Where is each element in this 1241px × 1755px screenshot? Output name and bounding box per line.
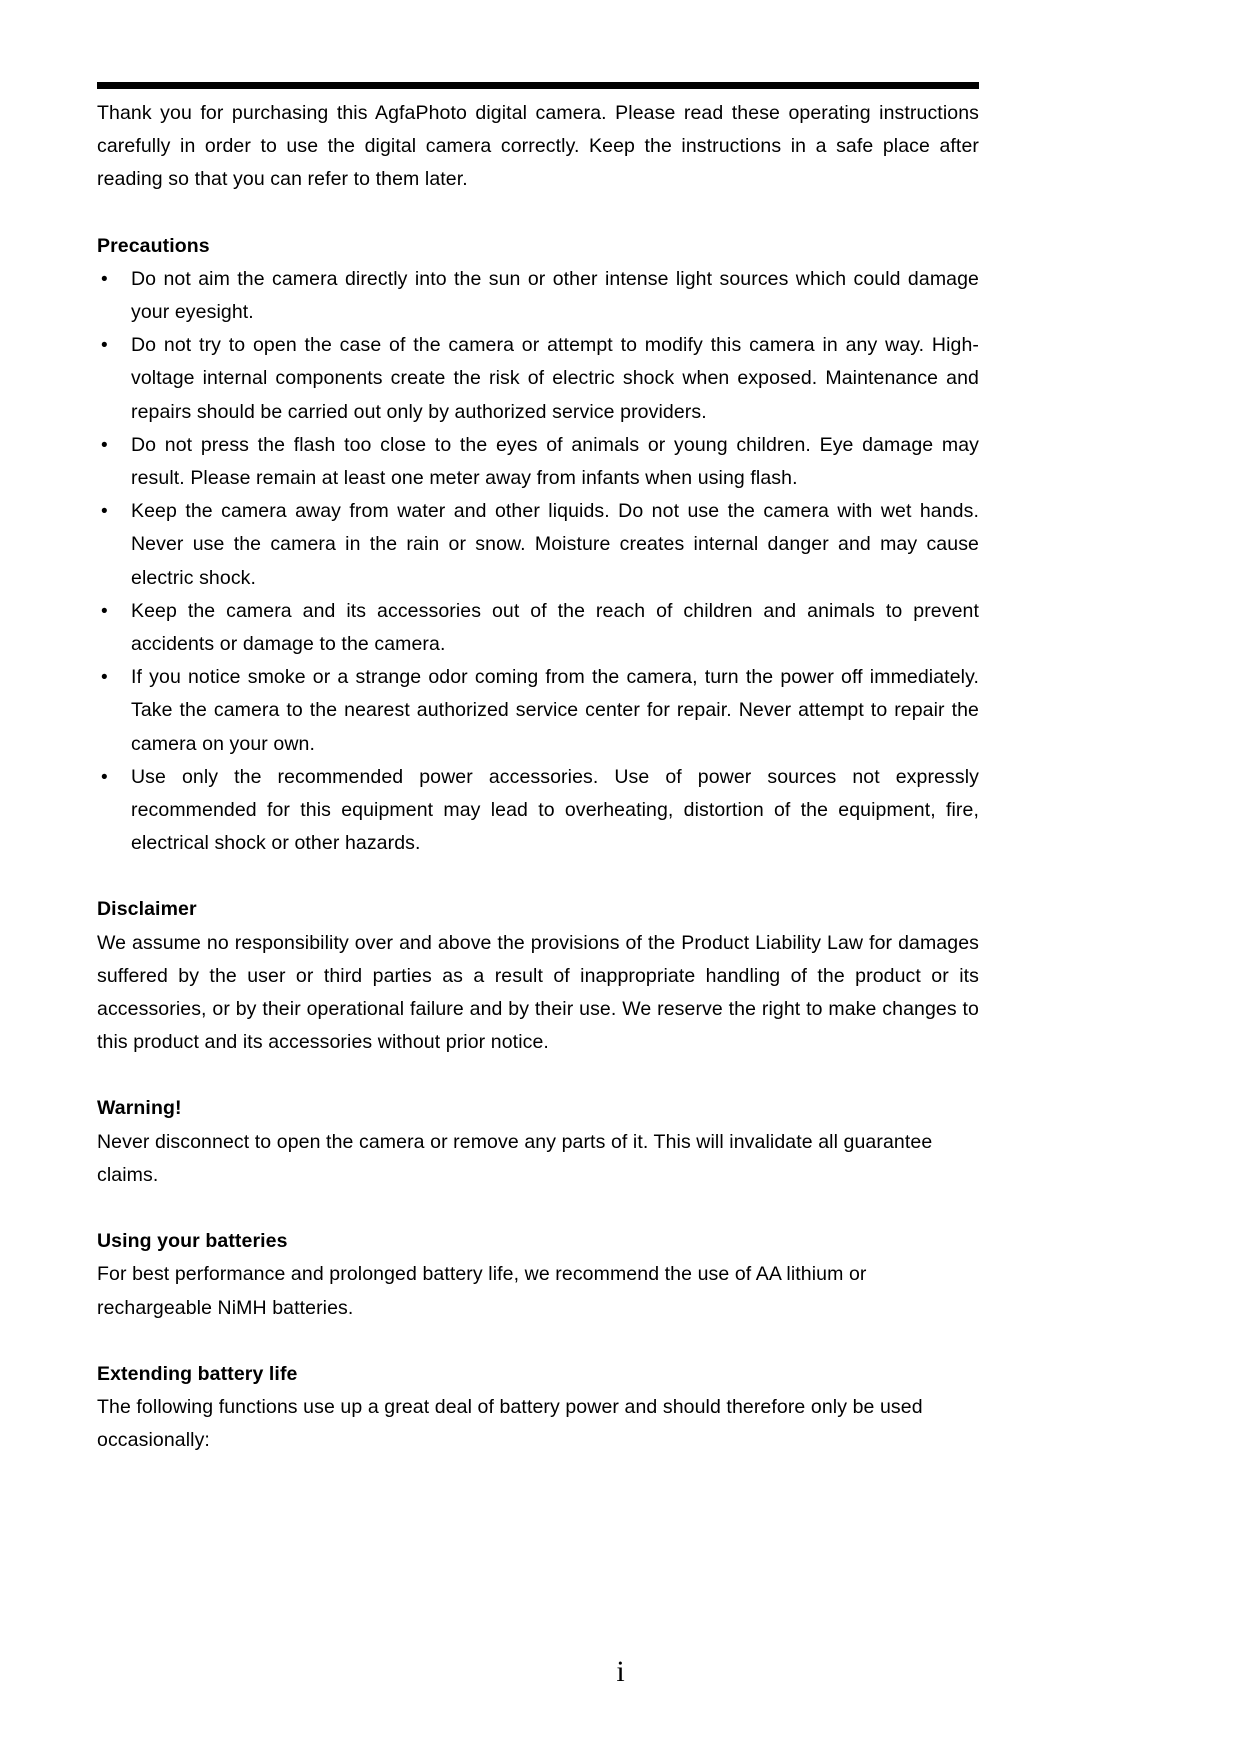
precautions-list: [97, 263, 979, 861]
disclaimer-heading: Disclaimer: [97, 898, 197, 921]
list-item: • Keep the camera away from water and other liquids. Do not use the camera with wet hands. Never use the camera in the rain or snow. Moisture creates internal danger and may cause electric shock.: [97, 495, 979, 595]
batteries-paragraph: For best performance and prolonged battery life, we recommend the use of AA lithium or rechargeable NiMH batteries.: [97, 1263, 867, 1319]
list-item: • Do not aim the camera directly into the sun or other intense light sources which could damage your eyesight.: [97, 263, 979, 329]
batteries-heading: Using your batteries: [97, 1230, 288, 1253]
precautions-heading: Precautions: [97, 234, 210, 257]
extending-paragraph: The following functions use up a great deal of battery power and should therefore only be used occasionally:: [97, 1395, 923, 1452]
spacer: [97, 197, 979, 230]
list-item: • Do not press the flash too close to the eyes of animals or young children. Eye damage may result. Please remain at least one meter away from infants when using flash.: [97, 429, 979, 495]
list-item: • Keep the camera and its accessories out of the reach of children and animals to prevent accidents or damage to the camera.: [97, 595, 979, 661]
spacer: [97, 1192, 979, 1225]
page-content: [97, 0, 979, 1457]
spacer: [97, 1059, 979, 1092]
spacer: [97, 1325, 979, 1358]
list-item: • Do not try to open the case of the camera or attempt to modify this camera in any way. High-voltage internal components create the risk of electric shock when exposed. Maintenance and repairs should be carried out only by authorized service providers.: [97, 329, 979, 429]
spacer: [97, 860, 979, 893]
list-item: • If you notice smoke or a strange odor coming from the camera, turn the power off immediately. Take the camera to the nearest authorized service center for repair. Never attempt to repair the camera on your own.: [97, 661, 979, 761]
warning-paragraph: Never disconnect to open the camera or remove any parts of it. This will invalidate all guarantee claims.: [97, 1130, 933, 1186]
warning-heading: Warning!: [97, 1097, 182, 1120]
list-item: • Use only the recommended power accessories. Use of power sources not expressly recommended for this equipment may lead to overheating, distortion of the equipment, fire, electrical shock or other hazards.: [97, 761, 979, 861]
disclaimer-paragraph: We assume no responsibility over and above the provisions of the Product Liability Law for damages suffered by the user or third parties as a result of inappropriate handling of the product or its accessories, or by their operational failure and by their use. We reserve the right to make changes to this product and its accessories without prior notice.: [97, 931, 979, 1054]
header-rule: [97, 82, 979, 89]
intro-paragraph: Thank you for purchasing this AgfaPhoto digital camera. Please read these operating instructions carefully in order to use the digital camera correctly. Keep the instructions in a safe place after reading so that you can refer to them later.: [97, 102, 979, 191]
page-number: i: [616, 1655, 625, 1688]
extending-heading: Extending battery life: [97, 1362, 298, 1385]
